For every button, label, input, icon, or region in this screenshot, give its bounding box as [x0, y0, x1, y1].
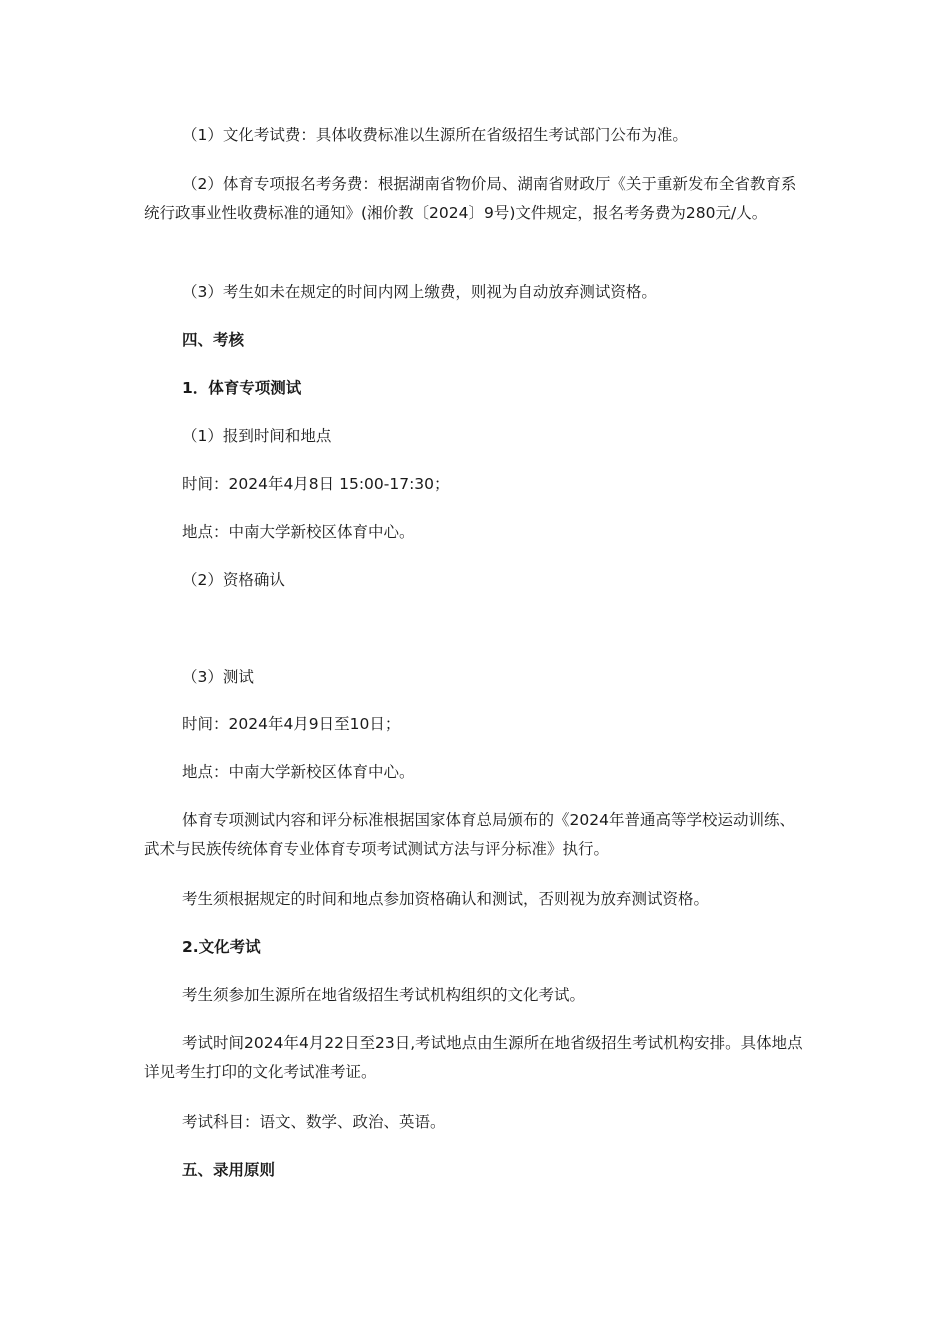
fee-sports-registration: （2）体育专项报名考务费：根据湖南省物价局、湖南省财政厅《关于重新发布全省教育系统行政事业性收费标准的通知》(湘价教〔2024〕9号)文件规定，报名考务费为280元/人。 — [144, 175, 797, 222]
checkin-time: 时间：2024年4月8日 15:00-17:30； — [182, 475, 450, 493]
checkin-place: 地点：中南大学新校区体育中心。 — [182, 523, 415, 541]
fee-culture-exam: （1）文化考试费：具体收费标准以生源所在省级招生考试部门公布为准。 — [182, 126, 688, 144]
culture-exam-time-place: 考试时间2024年4月22日至23日,考试地点由生源所在地省级招生考试机构安排。具体地点详见考生打印的文化考试准考证。 — [144, 1034, 803, 1081]
test-time: 时间：2024年4月9日至10日； — [182, 715, 401, 733]
section-heading-assessment: 四、考核 — [182, 331, 245, 349]
item-checkin-time-place: （1）报到时间和地点 — [182, 427, 332, 445]
culture-exam-requirement: 考生须参加生源所在地省级招生考试机构组织的文化考试。 — [182, 986, 586, 1004]
fee-payment-deadline: （3）考生如未在规定的时间内网上缴费，则视为自动放弃测试资格。 — [182, 283, 657, 301]
test-place: 地点：中南大学新校区体育中心。 — [182, 763, 415, 781]
subsection-heading-culture-exam: 2.文化考试 — [182, 938, 261, 956]
section-heading-admission-principles: 五、录用原则 — [182, 1161, 276, 1179]
test-standards: 体育专项测试内容和评分标准根据国家体育总局颁布的《2024年普通高等学校运动训练、武术与民族传统体育专业体育专项考试测试方法与评分标准》执行。 — [144, 811, 795, 858]
subsection-heading-sports-test: 1．体育专项测试 — [182, 379, 302, 397]
item-test: （3）测试 — [182, 668, 254, 686]
culture-exam-subjects: 考试科目：语文、数学、政治、英语。 — [182, 1113, 446, 1131]
item-qualification-confirmation: （2）资格确认 — [182, 571, 285, 589]
test-attendance-note: 考生须根据规定的时间和地点参加资格确认和测试，否则视为放弃测试资格。 — [182, 890, 710, 908]
